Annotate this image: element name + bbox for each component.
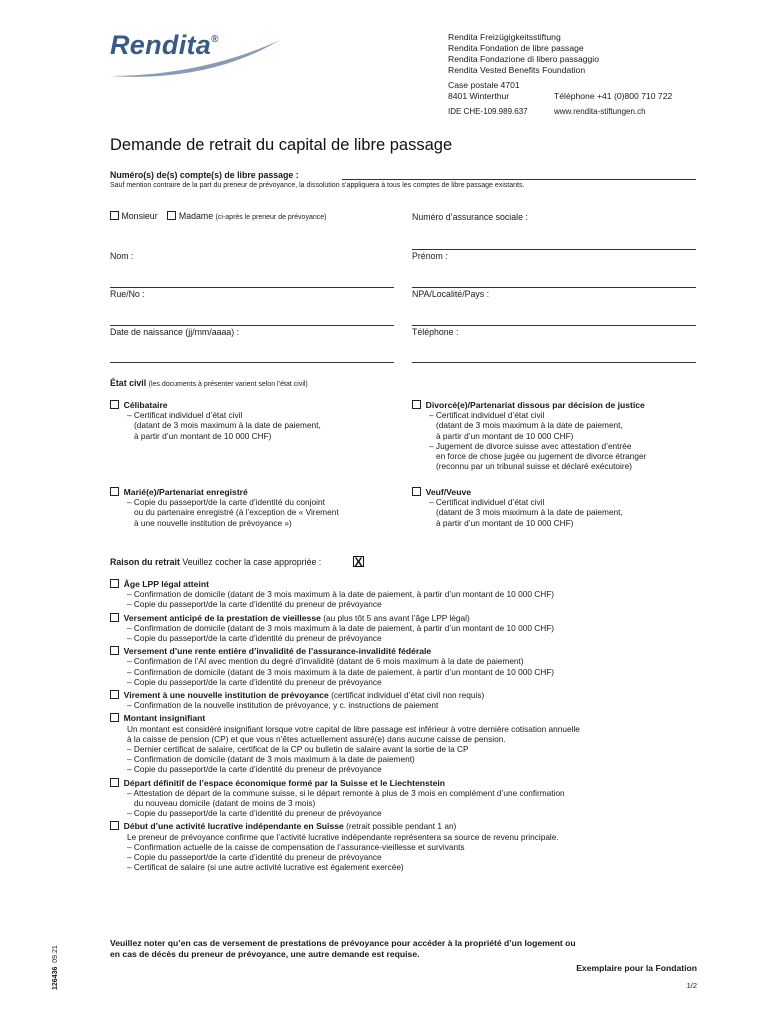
telephone-field[interactable] bbox=[412, 362, 696, 363]
reason-checkbox[interactable] bbox=[110, 778, 119, 787]
civil-marie: Marié(e)/Partenariat enregistré – Copie du passeport/de la carte d’identité du conjoint ou du partenaire enregistré (à l’exception de « Virement à une nouvelle institution de prévoyance ») bbox=[110, 487, 339, 528]
reason-checkbox[interactable] bbox=[110, 579, 119, 588]
account-number-field[interactable] bbox=[342, 179, 696, 180]
copy-label: Exemplaire pour la Fondation bbox=[576, 963, 697, 973]
checked-example-icon: X bbox=[354, 555, 363, 569]
foundation-address: Rendita Freizügigkeitsstiftung Rendita Fondation de libre passage Rendita Fondazione di libero passaggio Rendita Vested Benefits Foundation Case postale 4701 8401 Winterthur Téléphone +41 (0)800 710 722 IDE CHE-109.989.637 www.rendita-stiftungen.ch bbox=[448, 32, 673, 116]
reason-item bbox=[110, 613, 710, 644]
reason-instruction: Veuillez cocher la case appropriée : bbox=[182, 557, 322, 567]
marie-checkbox[interactable] bbox=[110, 487, 119, 496]
madame-checkbox[interactable] bbox=[167, 211, 176, 220]
civil-veuf: Veuf/Veuve – Certificat individuel d’état civil (datant de 3 mois maximum à la date de paiement, à partir d’un montant de 10 000 CHF) bbox=[412, 487, 623, 528]
reason-item-title: Montant insignifiant bbox=[123, 713, 206, 724]
nom-label: Nom : bbox=[110, 251, 134, 261]
rue-label: Rue/No : bbox=[110, 289, 145, 299]
reason-item-line: – Confirmation de domicile (datant de 3 mois maximum à la date de paiement, à partir d’un montant de 10 000 CHF) bbox=[127, 589, 555, 600]
rue-field[interactable] bbox=[110, 325, 394, 326]
madame-label: Madame bbox=[178, 211, 214, 221]
reason-item bbox=[110, 713, 710, 774]
monsieur-label: Monsieur bbox=[121, 211, 158, 221]
reason-item-line: – Confirmation de l’AI avec mention du degré d’invalidité (datant de 6 mois maximum à la date de paiement) bbox=[127, 656, 524, 667]
reason-item-line: – Confirmation de domicile (datant de 3 mois maximum à la date de paiement) bbox=[127, 754, 415, 765]
reason-checkbox[interactable] bbox=[110, 646, 119, 655]
reason-item-title: Âge LPP légal atteint bbox=[123, 579, 209, 589]
footer-note: Veuillez noter qu’en cas de versement de prestations de prévoyance pour accéder à la propriété d’un logement ou en cas de décès du preneur de prévoyance, une autre demande est requise. bbox=[110, 938, 576, 959]
divorce-checkbox[interactable] bbox=[412, 400, 421, 409]
reason-item-line: – Copie du passeport/de la carte d’identité du preneur de prévoyance bbox=[127, 676, 382, 687]
reason-title: Raison du retrait bbox=[110, 557, 180, 567]
reason-item-line: du nouveau domicile (datant de moins de 3 mois) bbox=[134, 798, 316, 809]
reason-item-line: – Attestation de départ de la commune suisse, si le départ remonte à plus de 3 mois en complément d’une confirmation bbox=[127, 787, 565, 798]
celibataire-checkbox[interactable] bbox=[110, 400, 119, 409]
form-code: 126436 09.21 bbox=[52, 945, 59, 990]
prenom-field[interactable] bbox=[412, 287, 696, 288]
civil-note: (les documents à présenter varient selon l’état civil) bbox=[148, 381, 308, 388]
account-label: Numéro(s) de(s) compte(s) de libre passage : bbox=[110, 170, 299, 180]
telephone-label: Téléphone : bbox=[412, 327, 459, 337]
reason-item-line: – Copie du passeport/de la carte d’identité du preneur de prévoyance bbox=[127, 633, 382, 644]
page-title: Demande de retrait du capital de libre passage bbox=[110, 136, 453, 154]
reason-item-line: Un montant est considéré insignifiant lorsque votre capital de libre passage est inférieur à votre dernière cotisation annuelle bbox=[127, 723, 580, 734]
reason-checkbox[interactable] bbox=[110, 690, 119, 699]
avs-field[interactable] bbox=[412, 249, 696, 250]
avs-label: Numéro d’assurance sociale : bbox=[412, 212, 528, 222]
reason-item-line: – Copie du passeport/de la carte d’identité du preneur de prévoyance bbox=[127, 599, 382, 610]
reason-item-title: Versement anticipé de la prestation de vieillesse bbox=[123, 612, 321, 623]
logo: Rendita® bbox=[110, 30, 219, 60]
npa-label: NPA/Localité/Pays : bbox=[412, 289, 490, 299]
reason-checkbox[interactable] bbox=[110, 713, 119, 722]
reason-item-line: – Copie du passeport/de la carte d’identité du preneur de prévoyance bbox=[127, 808, 382, 819]
civil-title: État civil bbox=[110, 378, 147, 388]
reason-item-note: (retrait possible pendant 1 an) bbox=[343, 821, 457, 832]
madame-note: (ci-après le preneur de prévoyance) bbox=[215, 214, 327, 221]
monsieur-checkbox[interactable] bbox=[110, 211, 119, 220]
reason-item-title: Versement d’une rente entière d’invalidité de l’assurance-invalidité fédérale bbox=[123, 646, 432, 657]
reason-item bbox=[110, 690, 710, 710]
reason-item-line: – Dernier certificat de salaire, certificat de la CP ou bulletin de salaire avant la sortie de la CP bbox=[127, 744, 469, 755]
reason-item-line: à la caisse de pension (CP) et que vous n’êtes actuellement assuré(e) dans aucune caisse de pension. bbox=[127, 733, 506, 744]
reason-item bbox=[110, 778, 710, 819]
reason-checkbox[interactable] bbox=[110, 613, 119, 622]
civil-celibataire: Célibataire – Certificat individuel d’état civil (datant de 3 mois maximum à la date de paiement, à partir d’un montant de 10 000 CHF) bbox=[110, 400, 321, 441]
reason-item-title: Départ définitif de l’espace économique formé par la Suisse et le Liechtenstein bbox=[123, 777, 446, 788]
civil-divorce: Divorcé(e)/Partenariat dissous par décision de justice – Certificat individuel d’état civil (datant de 3 mois maximum à la date de paiement, à partir d’un montant de 10 000 CHF) – Jugement de divorce suisse avec attestation d’entrée en force de chose jugée ou jugement de divorce étranger (reconnu par un tribunal suisse et déclaré exécutoire) bbox=[412, 400, 646, 471]
reason-item bbox=[110, 579, 710, 610]
prenom-label: Prénom : bbox=[412, 251, 448, 261]
naissance-label: Date de naissance (jj/mm/aaaa) : bbox=[110, 327, 240, 337]
reason-item-title: Début d’une activité lucrative indépendante en Suisse bbox=[123, 821, 344, 832]
reason-item-line: – Confirmation actuelle de la caisse de compensation de l’assurance-vieillesse et survivants bbox=[127, 841, 465, 852]
reason-checkbox[interactable] bbox=[110, 821, 119, 830]
reason-item bbox=[110, 646, 710, 687]
account-note: Sauf mention contraire de la part du preneur de prévoyance, la dissolution s’appliquera à tous les comptes de libre passage existants. bbox=[110, 182, 525, 189]
reason-item-line: – Copie du passeport/de la carte d’identité du preneur de prévoyance bbox=[127, 852, 382, 863]
reason-item-line: – Copie du passeport/de la carte d’identité du preneur de prévoyance bbox=[127, 764, 382, 775]
logo-swoosh-icon bbox=[108, 36, 283, 78]
page-number: 1/2 bbox=[686, 981, 697, 990]
reason-list bbox=[110, 579, 710, 875]
reason-item-line: Le preneur de prévoyance confirme que l’activité lucrative indépendante représentera sa source de revenu principale. bbox=[127, 831, 559, 842]
reason-item-line: – Confirmation de la nouvelle institution de prévoyance, y c. instructions de paiement bbox=[127, 700, 439, 711]
reason-item-title: Virement à une nouvelle institution de prévoyance bbox=[123, 690, 329, 701]
reason-item-note: (au plus tôt 5 ans avant l’âge LPP légal) bbox=[320, 612, 470, 623]
reason-item-line: – Certificat de salaire (si une autre activité lucrative est également exercée) bbox=[127, 862, 404, 873]
naissance-field[interactable] bbox=[110, 362, 394, 363]
nom-field[interactable] bbox=[110, 287, 394, 288]
veuf-checkbox[interactable] bbox=[412, 487, 421, 496]
reason-item-line: – Confirmation de domicile (datant de 3 mois maximum à la date de paiement, à partir d’un montant de 10 000 CHF) bbox=[127, 666, 555, 677]
reason-item-note: (certificat individuel d’état civil non requis) bbox=[328, 690, 485, 701]
reason-item bbox=[110, 821, 710, 872]
reason-item-line: – Confirmation de domicile (datant de 3 mois maximum à la date de paiement, à partir d’un montant de 10 000 CHF) bbox=[127, 622, 555, 633]
npa-field[interactable] bbox=[412, 325, 696, 326]
